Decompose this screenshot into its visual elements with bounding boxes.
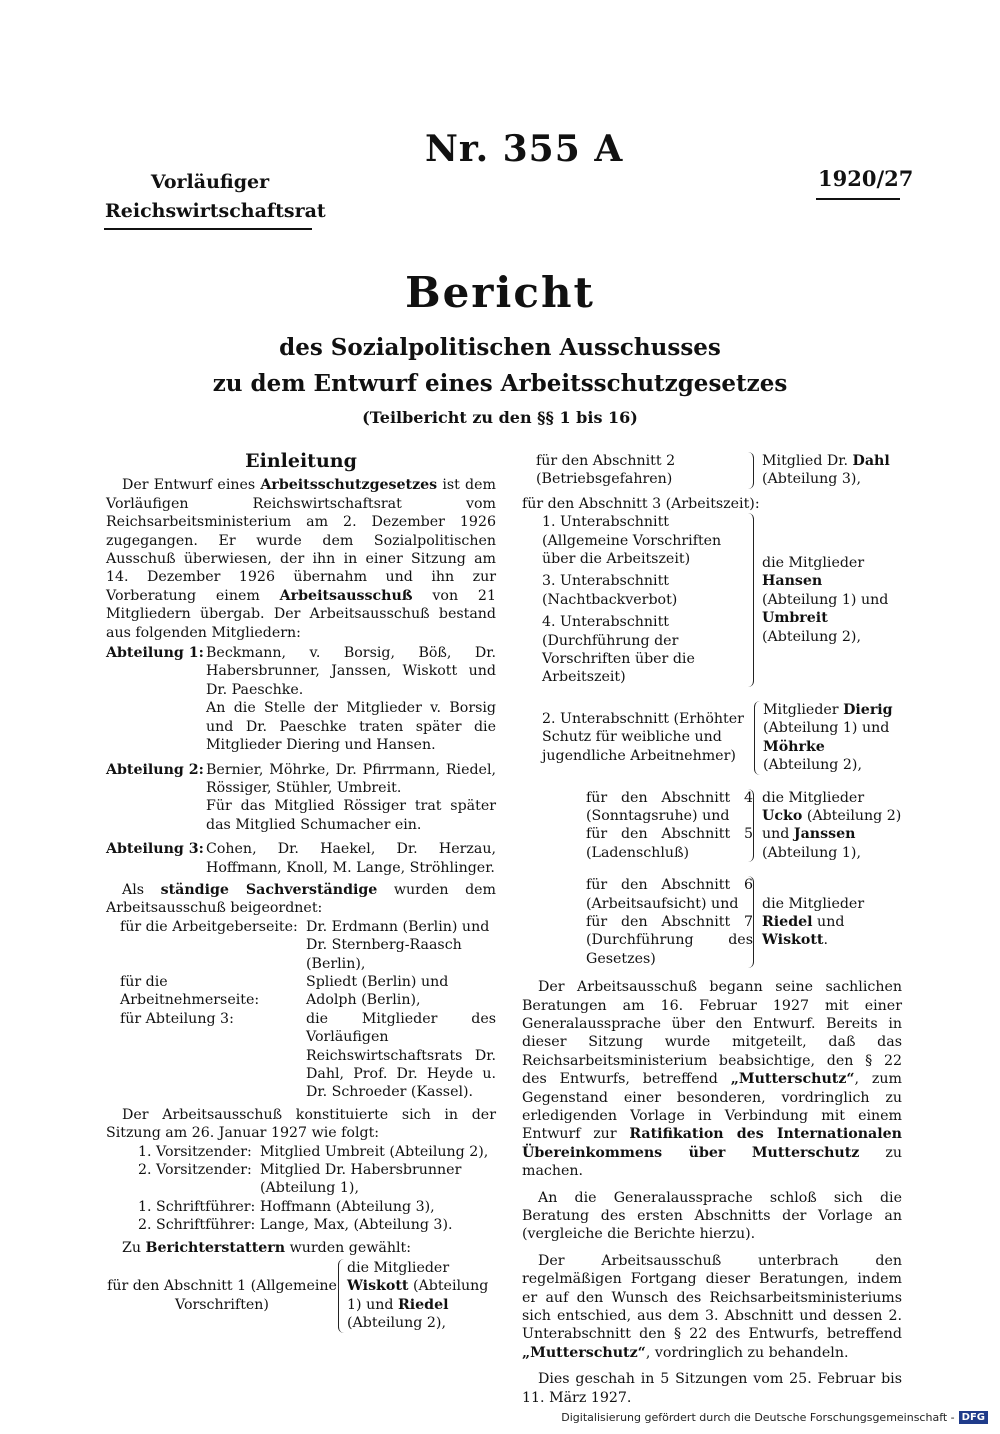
member-group-members: Bernier, Möhrke, Dr. Pfirrmann, Riedel, Rössiger, Stühler, Umbreit. — [206, 761, 496, 796]
rapporteur-section-3-intro: für den Abschnitt 3 (Arbeitszeit): — [522, 495, 760, 512]
rapporteur-section-3 — [522, 513, 902, 687]
sessions-paragraph: Dies geschah in 5 Sitzungen vom 25. Februar bis 11. März 1927. — [522, 1371, 902, 1406]
rapporteur-names: die Mitglieder Ucko (Abteilung 2) und Janssen (Abteilung 1), — [762, 789, 902, 861]
organization-name — [105, 168, 326, 226]
officer-row: 1. Vorsitzender: Mitglied Umbreit (Abteilung 2), — [138, 1143, 489, 1160]
subsection-item: 3. Unterabschnitt (Nachtbackverbot) — [542, 573, 678, 608]
member-group-abteilung-3 — [106, 840, 496, 877]
officers-list — [106, 1143, 496, 1235]
interruption-paragraph: Der Arbeitsausschuß unterbrach den regelmäßigen Fortgang dieser Beratungen, indem er auf den Wunsch des Reichsarbeitsministeriums sich entschied, aus dem 3. Abschnitt und dessen 2. Unterabschnitt den § 22 des Entwurfs, betreffend „Mutterschutz“, vordringlich zu behandeln. — [522, 1252, 902, 1361]
constitution-paragraph: Der Arbeitsausschuß konstituierte sich in der Sitzung am 26. Januar 1927 wie folgt: — [106, 1106, 496, 1142]
rapporteur-names: die Mitglieder Riedel und Wiskott. — [762, 895, 865, 949]
rapporteur-section: 2. Unterabschnitt (Erhöhter Schutz für weibliche und jugendliche Arbeitnehmer) — [542, 711, 744, 764]
member-group-label: Abteilung 1: — [106, 645, 204, 662]
rapporteur-section-2 — [522, 452, 902, 489]
document-number: Nr. 355 A — [425, 128, 624, 170]
rapporteur-names: die Mitglieder Wiskott (Abteilung 1) und Riedel (Abteilung 2), — [338, 1259, 496, 1333]
rapporteur-section: für den Abschnitt 7 (Durchführung des Gesetzes) — [586, 913, 753, 967]
intro-paragraph: Der Entwurf eines Arbeitsschutzgesetzes ist dem Vorläufigen Reichswirtschaftsrat vom Reichsarbeitsministerium am 2. Dezember 1926 zugegangen. Er wurde dem Sozialpolitischen Ausschuß überwiesen, der ihn in einer Sitzung am 14. Dezember 1926 übernahm und ihn zur Vorberatung einem Arbeitsausschuß von 21 Mitgliedern übergab. Der Arbeitsausschuß bestand aus folgenden Mitgliedern: — [106, 477, 496, 641]
rapporteur-names: Mitglied Dr. Dahl (Abteilung 3), — [762, 453, 890, 488]
general-debate-paragraph: An die Generalaussprache schloß sich die Beratung des ersten Abschnitts der Vorlage an (vergleiche die Berichte hierzu). — [522, 1189, 902, 1243]
expert-row: für die Arbeitnehmerseite: Spliedt (Berlin) und Adolph (Berlin), — [120, 973, 449, 1009]
subsection-item: 4. Unterabschnitt (Durchführung der Vorschriften über die Arbeitszeit) — [542, 614, 695, 686]
member-group-note: An die Stelle der Mitglieder v. Borsig und Dr. Paeschke traten später die Mitglieder Diering und Hansen. — [206, 700, 496, 754]
officer-row: 1. Schriftführer: Hoffmann (Abteilung 3), — [138, 1198, 435, 1215]
officer-row: 2. Vorsitzender: Mitglied Dr. Habersbrunner (Abteilung 1), — [138, 1162, 462, 1197]
officer-row: 2. Schriftführer: Lange, Max, (Abteilung 3). — [138, 1217, 453, 1234]
rapporteur-section-1 — [106, 1259, 496, 1333]
organization-line-2: Reichswirtschaftsrat — [105, 200, 326, 222]
rapporteur-section-4-5 — [522, 789, 902, 863]
footer-text: Digitalisierung gefördert durch die Deutsche Forschungsgemeinschaft - — [561, 1411, 955, 1424]
rapporteur-sections — [522, 876, 754, 968]
rapporteurs-intro: Zu Berichterstattern wurden gewählt: — [122, 1239, 412, 1256]
digitization-footer — [561, 1411, 988, 1424]
member-group-abteilung-2 — [106, 761, 496, 835]
dfg-logo: DFG — [959, 1411, 988, 1424]
rapporteur-names: Mitglieder Dierig (Abteilung 1) und Möhrke (Abteilung 2), — [754, 701, 902, 775]
left-column — [106, 452, 496, 1333]
rapporteur-section-3-2 — [522, 701, 902, 775]
member-group-members: Cohen, Dr. Haekel, Dr. Herzau, Hoffmann, Knoll, M. Lange, Ströhlinger. — [206, 841, 496, 876]
subsection-item: 1. Unterabschnitt (Allgemeine Vorschriften über die Arbeitszeit) — [542, 514, 722, 568]
experts-list — [106, 918, 496, 1102]
deliberation-paragraph: Der Arbeitsausschuß begann seine sachlichen Beratungen am 16. Februar 1927 mit einer Generalaussprache über den Entwurf. Bereits in dieser Sitzung wurde mitgeteilt, daß das Reichsarbeitsministerium beabsichtige, den § 22 des Entwurfs, betreffend „Mutterschutz“, zum Gegenstand einer besonderen, vordringlich zu erledigenden Vorlage in Verbindung mit einem Entwurf zur Ratifikation des Internationalen Übereinkommens über Mutterschutz zu machen. — [522, 979, 902, 1180]
expert-row: für Abteilung 3: die Mitglieder des Vorläufigen Reichswirtschaftsrats Dr. Dahl, Prof. Dr. Heyde u. Dr. Schroeder (Kassel). — [120, 1010, 496, 1101]
report-subtitle-3: (Teilbericht zu den §§ 1 bis 16) — [362, 408, 638, 427]
rapporteur-subsections — [522, 513, 754, 687]
session-years-underline — [816, 198, 900, 200]
organization-line-1: Vorläufiger — [150, 171, 270, 193]
member-group-members: Beckmann, v. Borsig, Böß, Dr. Habersbrunner, Janssen, Wiskott und Dr. Paeschke. — [206, 645, 496, 698]
member-group-note: Für das Mitglied Rössiger trat später das Mitglied Schumacher ein. — [206, 798, 496, 833]
rapporteur-section: für den Abschnitt 5 (Ladenschluß) — [586, 826, 753, 861]
organization-underline — [104, 228, 312, 230]
rapporteur-section: für den Abschnitt 6 (Arbeitsaufsicht) und — [586, 877, 753, 912]
right-column — [522, 452, 902, 1407]
rapporteur-section-6-7 — [522, 876, 902, 968]
expert-row: für die Arbeitgeberseite: Dr. Erdmann (Berlin) und Dr. Sternberg-Raasch (Berlin), — [120, 918, 490, 972]
member-group-label: Abteilung 3: — [106, 841, 204, 858]
rapporteur-section: für den Abschnitt 2 (Betriebsgefahren) — [522, 452, 754, 489]
report-subtitle-1: des Sozialpolitischen Ausschusses — [279, 334, 721, 361]
rapporteur-section: für den Abschnitt 4 (Sonntagsruhe) und — [586, 789, 753, 824]
section-heading-einleitung: Einleitung — [245, 450, 357, 472]
experts-paragraph: Als ständige Sachverständige wurden dem Arbeitsausschuß beigeordnet: — [106, 881, 497, 917]
rapporteur-section: für den Abschnitt 1 (Allgemeine Vorschriften) — [107, 1278, 337, 1313]
report-title: Bericht — [405, 268, 595, 317]
report-subtitle-2: zu dem Entwurf eines Arbeitsschutzgesetzes — [212, 370, 788, 397]
member-group-abteilung-1 — [106, 644, 496, 754]
session-years: 1920/27 — [818, 166, 914, 191]
member-group-label: Abteilung 2: — [106, 761, 204, 778]
rapporteur-names: die Mitglieder Hansen (Abteilung 1) und Umbreit (Abteilung 2), — [762, 555, 889, 645]
rapporteur-sections — [522, 789, 754, 863]
